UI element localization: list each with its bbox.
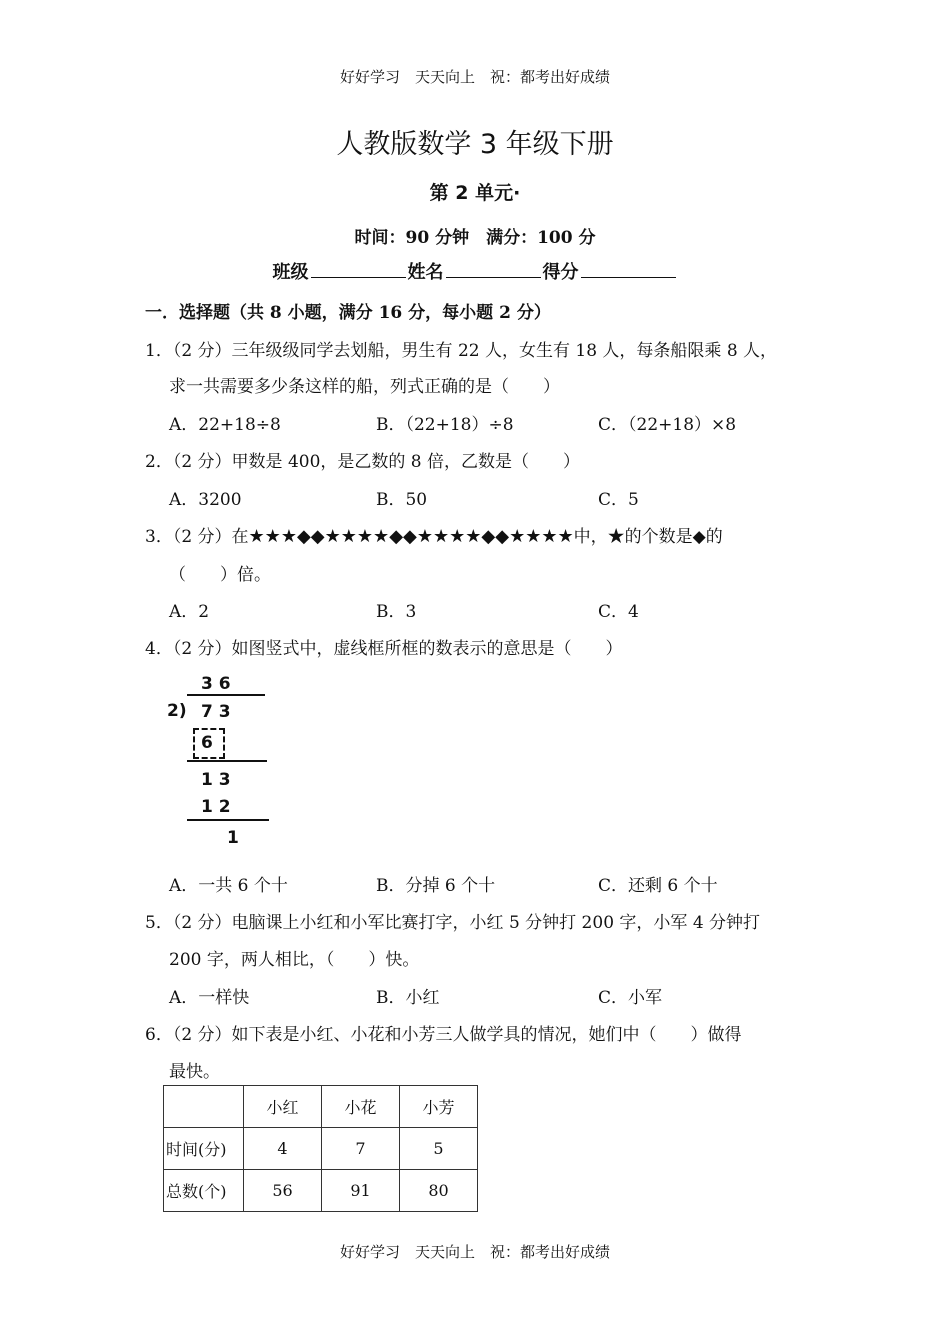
q6-text-line1: 6．（2 分）如下表是小红、小花和小芳三人做学具的情况，她们中（ ）做得 [145, 1025, 742, 1045]
division-dividend: 7 3 [201, 702, 231, 722]
page-footer: 好好学习 天天向上 祝：都考出好成绩 [339, 1243, 610, 1261]
q4-option-c[interactable]: C．还剩 6 个十 [598, 876, 718, 896]
table-header-cell [164, 1086, 244, 1128]
q1-text-line2: 求一共需要多少条这样的船，列式正确的是（ ） [169, 377, 560, 397]
division-divisor: 2) [167, 701, 187, 721]
q3-symbol-sequence: ★★★◆◆★★★★◆◆★★★★◆◆★★★★ [248, 526, 574, 547]
q5-option-b[interactable]: B．小红 [376, 988, 440, 1008]
table-header-cell: 小芳 [400, 1086, 478, 1128]
long-division-figure [165, 672, 275, 857]
q2-option-b[interactable]: B．50 [376, 490, 428, 510]
q5-text-line1: 5．（2 分）电脑课上小红和小军比赛打字，小红 5 分钟打 200 字，小军 4 分钟打 [145, 913, 761, 933]
subtraction-line-1 [187, 760, 267, 762]
class-blank[interactable] [311, 259, 406, 278]
q4-option-a[interactable]: A．一共 6 个十 [169, 876, 288, 896]
table-cell: 4 [244, 1128, 322, 1170]
q3-prefix: 3．（2 分）在 [145, 527, 249, 547]
q1-option-c[interactable]: C．（22+18）×8 [598, 415, 737, 435]
q3-text-line2: （ ）倍。 [169, 565, 271, 585]
q6-text-line2: 最快。 [169, 1062, 220, 1082]
division-partial-1: 1 3 [201, 770, 231, 790]
q3-option-c[interactable]: C．4 [598, 602, 639, 622]
page-header: 好好学习 天天向上 祝：都考出好成绩 [339, 68, 610, 86]
score-blank[interactable] [581, 259, 676, 278]
subtraction-line-2 [187, 819, 269, 821]
q1-option-b[interactable]: B．（22+18）÷8 [376, 415, 514, 435]
table-header-row [164, 1086, 478, 1128]
table-cell: 5 [400, 1128, 478, 1170]
table-row-label: 总数(个) [164, 1170, 244, 1212]
time-score-line: 时间：90 分钟 满分：100 分 [354, 228, 596, 248]
table-cell: 7 [322, 1128, 400, 1170]
division-partial-2: 1 2 [201, 797, 231, 817]
table-cell: 56 [244, 1170, 322, 1212]
q3-suffix: 中，★的个数是◆的 [573, 527, 723, 547]
q5-option-a[interactable]: A．一样快 [169, 988, 250, 1008]
unit-title: 第 2 单元· [429, 182, 521, 204]
q4-text-line1: 4．（2 分）如图竖式中，虚线框所框的数表示的意思是（ ） [145, 639, 623, 659]
name-blank[interactable] [446, 259, 541, 278]
q5-text-line2: 200 字，两人相比，（ ）快。 [169, 950, 420, 970]
score-label: 得分 [542, 262, 579, 283]
q2-option-a[interactable]: A．3200 [169, 490, 242, 510]
q2-option-c[interactable]: C．5 [598, 490, 639, 510]
table-row [164, 1170, 478, 1212]
q1-text-line1: 1．（2 分）三年级级同学去划船，男生有 22 人，女生有 18 人，每条船限乘 8 人， [145, 341, 778, 361]
section-heading: 一．选择题（共 8 小题，满分 16 分，每小题 2 分） [145, 303, 551, 323]
q6-data-table [163, 1085, 478, 1212]
table-header-cell: 小花 [322, 1086, 400, 1128]
q3-text-line1 [145, 522, 723, 547]
division-boxed-digit: 6 [201, 733, 213, 753]
table-row-label: 时间(分) [164, 1128, 244, 1170]
q1-option-a[interactable]: A．22+18÷8 [169, 415, 281, 435]
table-cell: 91 [322, 1170, 400, 1212]
division-quotient: 3 6 [201, 674, 231, 694]
q4-option-b[interactable]: B．分掉 6 个十 [376, 876, 496, 896]
table-row [164, 1128, 478, 1170]
student-info-line [0, 258, 950, 284]
q3-option-a[interactable]: A．2 [169, 602, 210, 622]
class-label: 班级 [272, 262, 309, 283]
division-remainder: 1 [227, 828, 239, 848]
table-cell: 80 [400, 1170, 478, 1212]
table-header-cell: 小红 [244, 1086, 322, 1128]
division-bar [187, 694, 265, 696]
q5-option-c[interactable]: C．小军 [598, 988, 663, 1008]
q3-option-b[interactable]: B．3 [376, 602, 417, 622]
name-label: 姓名 [407, 262, 444, 283]
page-title: 人教版数学 3 年级下册 [336, 129, 614, 160]
q2-text-line1: 2．（2 分）甲数是 400，是乙数的 8 倍，乙数是（ ） [145, 452, 581, 472]
